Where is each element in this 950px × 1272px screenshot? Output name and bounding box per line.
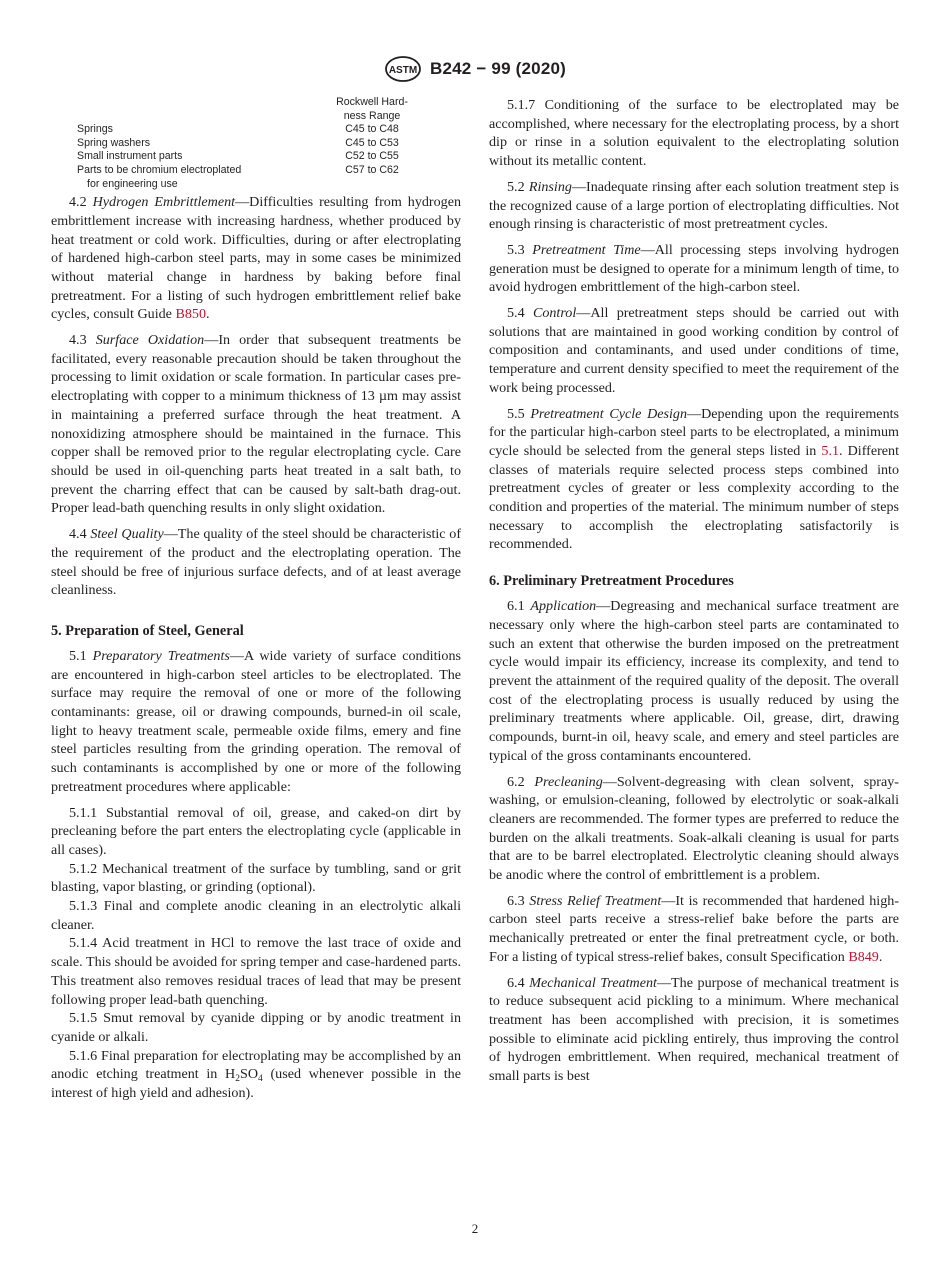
paragraph-6-2: 6.2 Precleaning—Solvent-degreasing with clean solvent, spray-washing, or emulsion-cleaning, followed by electrolytic or soak-alkali cleaners are recommended. The former types are preferred to reduce the burden on the alkali treatments. Soak-alkali cleaning is usual for parts that are to be barrel electroplated. Electrolytic cleaning should always be anodic where the control of embrittlement is a problem. (489, 773, 899, 884)
hardness-column-header: Rockwell Hard- ness Range (336, 96, 408, 122)
paragraph-5-5: 5.5 Pretreatment Cycle Design—Depending upon the requirements for the particular high-carbon steel parts to be electroplated, a minimum cycle should be selected from the general steps listed in 5.1. Different classes of materials require selected process steps combined into pretreatment cycles of greater or less complexity according to the condition and properties of the material. The minimum number of steps necessary to accomplish the electroplating satisfactorily is recommended. (489, 405, 900, 553)
paragraph-6-1: 6.1 Application—Degreasing and mechanical surface treatment are necessary only where the high-carbon steel parts are contaminated to such an extent that otherwise the burden imposed on the pretreatment cycle would impair its efficiency, increase its complexity, and tend to prevent the attainment of the required quality of the deposit. The overall cost of the electroplating process is usually reduced by using the preliminary treatments where applicable. Oil, grease, dirt, drawing compounds, burnt-in oil, heavy scale, and emery and steel particles are typical of the gross contaminants encountered. (489, 598, 899, 764)
paragraph-4-3: 4.3 Surface Oxidation—In order that subsequent treatments be facilitated, every reasonable precaution should be taken throughout the processing to limit oxidation or scale formation. In particular cases pre-electroplating with copper to a minimum thickness of 13 µm may assist in maintaining a preferred surface through the heat treatment. A nonoxidizing atmosphere should be maintained in the furnace. This copper shall be removed prior to the regular electroplating cycle. Care should be used in oil-quenching parts heat treated in a salt bath, to prevent the charring effect that can be caused by salt-bath drag-out. Proper lead-bath quenching results in only slight oxidation. (51, 332, 461, 517)
section-6-heading: 6. Preliminary Pretreatment Procedures (489, 573, 734, 590)
astm-logo-icon (384, 56, 422, 82)
paragraph-4-2: 4.2 Hydrogen Embrittlement—Difficulties resulting from hydrogen embrittlement increase with increasing hardness, whether produced by heat treatment or cold work. Difficulties, during or after electroplating of hardened high-carbon steel parts, may in some cases be minimized without material change in hardness by baking before final pretreatment. For a listing of such hydrogen embrittlement relief bake cycles, consult Guide B850. (51, 194, 462, 323)
paragraph-5-1: 5.1 Preparatory Treatments—A wide variety of surface conditions are encountered in high-carbon steel articles to be electroplated. The surface may require the removal of one or more of the following contaminants: grease, oil or drawing compounds, burned-in oil scale, light to heavy treatment scale, permeable oxide films, emery and fine steel particles resulting from the grinding operation. The removal of such contaminants is accomplished by one or more of the following pretreatment procedures where applicable: (51, 647, 461, 795)
paragraph-5-1-6: 5.1.6 Final preparation for electroplating may be accomplished by an anodic etching treatment in $H_2SO_4$ (used whenever possible in the interest of high yield and adhesion). (51, 1047, 461, 1102)
table-row: Parts to be chromium electroplated for engineering use C57 to C62 (77, 163, 399, 190)
paragraph-5-1-5: 5.1.5 Smut removal by cyanide dipping or by anodic treatment in cyanide or alkali. (51, 1010, 461, 1045)
paragraph-5-1-2: 5.1.2 Mechanical treatment of the surface by tumbling, sand or grit blasting, vapor blasting, or grinding (optional). (51, 860, 461, 896)
table-row: Small instrument parts C52 to C55 (77, 150, 399, 163)
page-number: 2 (471, 1221, 479, 1236)
paragraph-4-4: 4.4 Steel Quality—The quality of the steel should be characteristic of the requirement of the product and the electroplating operation. The steel should be free of injurious surface defects, and of at least average cleanliness. (51, 526, 462, 599)
table-row: Springs C45 to C48 (77, 123, 399, 136)
paragraph-5-1-7: 5.1.7 Conditioning of the surface to be electroplated may be accomplished, where necessary for the electroplating process, by a short dip or rinse in a solution equivalent to the electroplating solution without its metallic content. (489, 97, 899, 170)
paragraph-5-1-1: 5.1.1 Substantial removal of oil, grease, and caked-on dirt by precleaning before the part enters the electroplating cycle (applicable in all cases). (51, 804, 461, 858)
document-designation: B242 − 99 (2020) (430, 59, 566, 78)
paragraph-5-3: 5.3 Pretreatment Time—All processing steps involving hydrogen generation must be designed to operate for a minimum length of time, to avoid hydrogen embrittlement of the high-carbon steel. (489, 241, 900, 296)
paragraph-5-1-3: 5.1.3 Final and complete anodic cleaning in an electrolytic alkali cleaner. (51, 898, 461, 933)
reference-link-b850[interactable]: B850 (175, 306, 207, 323)
reference-link-b849[interactable]: B849 (848, 948, 879, 965)
table-row: Spring washers C45 to C53 (77, 136, 399, 149)
right-column (489, 96, 899, 1093)
logo-text: ASTM (388, 65, 418, 76)
paragraph-5-2: 5.2 Rinsing—Inadequate rinsing after each solution treatment step is the recognized cause of a large portion of electroplating difficulties. Not enough rinsing is characteristic of most pretreatment cycles. (489, 178, 900, 233)
left-column (51, 96, 461, 1103)
paragraph-5-1-4: 5.1.4 Acid treatment in HCl to remove the last trace of oxide and scale. This should be avoided for spring temper and case-hardened parts. This treatment also removes residual traces of lead that may be present following proper lead-bath quenching. (51, 935, 461, 1008)
paragraph-6-4: 6.4 Mechanical Treatment—The purpose of mechanical treatment is to reduce subsequent acid pickling to a minimum. Where mechanical treatment has been accomplished with precision, it is sometimes possible to eliminate acid pickling entirely, thus improving the control of hydrogen embrittlement. When required, mechanical treatment of small parts is best (489, 974, 900, 1085)
page-header (0, 56, 950, 82)
paragraph-6-3: 6.3 Stress Relief Treatment—It is recommended that hardened high-carbon steel parts receive a stress-relief bake before the parts are mechanically pretreated or enter the final pretreatment cycle, or both. For a listing of typical stress-relief bakes, consult Specification B849. (489, 892, 899, 965)
hardness-table (77, 96, 437, 191)
paragraph-5-4: 5.4 Control—All pretreatment steps should be carried out with solutions that are maintained in good working condition by control of composition and contaminants, and used under conditions of time, temperature and current density specified to meet the requirement of the work being processed. (489, 305, 900, 396)
section-5-heading: 5. Preparation of Steel, General (51, 622, 244, 639)
reference-link-5-1[interactable]: 5.1 (821, 442, 840, 459)
